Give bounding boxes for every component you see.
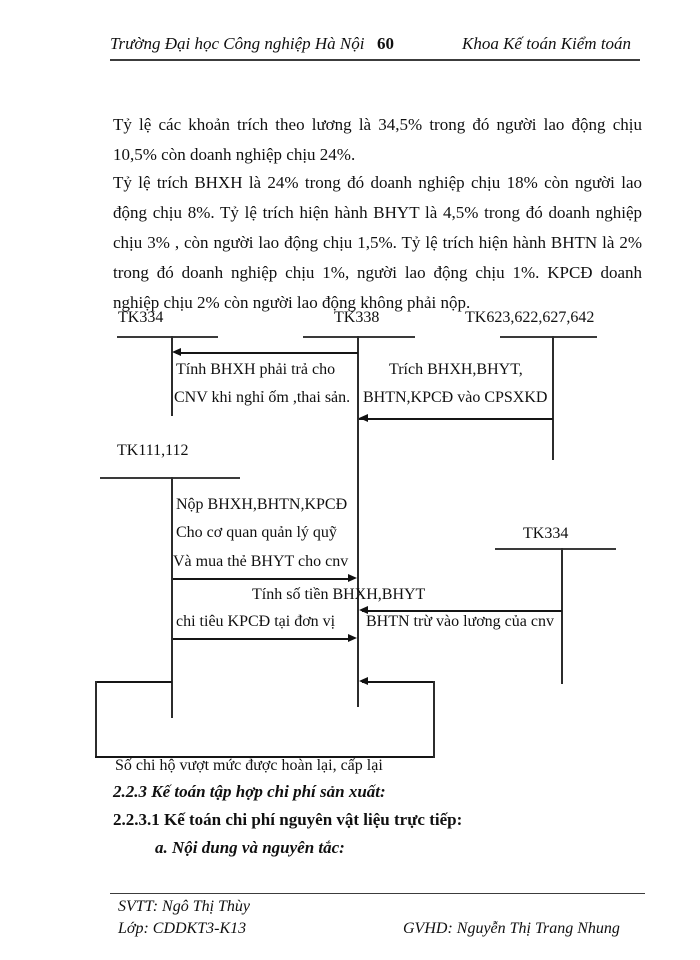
refund-box-top-left-segment <box>95 681 172 683</box>
arrow-tk338-to-tk334-line <box>176 352 358 354</box>
account-label-tk338: TK338 <box>334 309 380 326</box>
taccount-tk623-bar <box>500 336 597 338</box>
arrow-tk111-to-tk338-lower-line <box>173 638 349 640</box>
flow-label-bhtn-tru-luong: BHTN trừ vào lương của cnv <box>366 613 554 630</box>
taccount-tk334-right-bar <box>495 548 616 550</box>
taccount-tk111-bar <box>100 477 240 479</box>
arrow-tk338-to-tk334-head-icon <box>172 348 181 356</box>
flow-label-nop-line1: Nộp BHXH,BHTN,KPCĐ <box>176 496 348 513</box>
account-label-tk111-112: TK111,112 <box>117 442 189 459</box>
heading-a-noi-dung: a. Nội dung và nguyên tắc: <box>155 838 345 857</box>
arrow-tk623-to-tk338-line <box>359 418 553 420</box>
footer-supervisor: GVHD: Nguyễn Thị Trang Nhung <box>403 920 620 937</box>
paragraph-salary-deduction-rates: Tỷ lệ các khoản trích theo lương là 34,5% trong đó người lao động chịu 10,5% còn doanh nghiệp chịu 24%. <box>113 115 642 164</box>
taccount-tk334-top-bar <box>117 336 218 338</box>
taccount-tk338-stem <box>357 336 359 707</box>
account-label-tk334-top: TK334 <box>118 309 164 326</box>
header-page-number: 60 <box>377 34 394 53</box>
arrow-tk334right-to-tk338-line <box>362 610 562 612</box>
flow-label-chi-tieu-kpcd: chi tiêu KPCĐ tại đơn vị <box>176 613 336 630</box>
flow-label-trich-line1: Trích BHXH,BHYT, <box>389 361 523 378</box>
account-label-tk334-right: TK334 <box>523 525 569 542</box>
header-rule <box>110 59 640 61</box>
arrow-tk111-to-tk338-upper-line <box>173 578 349 580</box>
account-label-tk623-622-627-642: TK623,622,627,642 <box>465 309 595 326</box>
heading-2-2-3-1: 2.2.3.1 Kế toán chi phí nguyên vật liệu trực tiếp: <box>113 810 463 829</box>
taccount-tk334-right-stem <box>561 548 563 684</box>
flow-label-nop-line2: Cho cơ quan quản lý quỹ <box>176 524 337 541</box>
taccount-tk623-stem <box>552 336 554 460</box>
footer-student-name: SVTT: Ngô Thị Thùy <box>118 898 251 915</box>
arrow-refund-to-tk338-head-icon <box>359 677 368 685</box>
header-school: Trường Đại học Công nghiệp Hà Nội <box>110 34 365 53</box>
flow-label-bhxh-pay-line1: Tính BHXH phải trả cho <box>176 361 336 378</box>
refund-box-left-edge <box>95 681 97 758</box>
flow-label-tinh-so-tien: Tính số tiền BHXH,BHYT <box>252 586 426 603</box>
flow-label-nop-line3: Và mua thẻ BHYT cho cnv <box>173 553 349 570</box>
arrow-tk623-to-tk338-head-icon <box>359 414 368 422</box>
flow-label-bhxh-pay-line2: CNV khi nghỉ ốm ,thai sản. <box>174 389 351 406</box>
flow-label-trich-line2: BHTN,KPCĐ vào CPSXKD <box>363 389 548 406</box>
paragraph-insurance-rates-detail: Tỷ lệ trích BHXH là 24% trong đó doanh nghiệp chịu 18% còn người lao động chịu 8%. Tỷ lệ trích hiện hành BHYT là 4,5% trong đó doanh nghiệp chịu 3% , còn người lao động chịu 1,5%. Tỷ lệ trích hiện hành BHTN là 2% trong đó doanh nghiệp chịu 1%, người lao động chịu 1%. KPCĐ doanh nghiệp chịu 2% còn người lao động không phải nộp. <box>113 173 642 312</box>
arrow-tk111-to-tk338-lower-head-icon <box>348 634 357 642</box>
header-faculty: Khoa Kế toán Kiểm toán <box>462 34 632 53</box>
footer-rule <box>110 893 645 894</box>
arrow-refund-to-tk338-line <box>362 681 434 683</box>
refund-box-right-edge <box>433 681 435 758</box>
heading-2-2-3: 2.2.3 Kế toán tập hợp chi phí sản xuất: <box>113 782 386 801</box>
taccount-tk338-bar <box>303 336 415 338</box>
flow-label-so-chi-ho: Số chi hộ vượt mức được hoàn lại, cấp lại <box>115 757 383 774</box>
arrow-tk111-to-tk338-upper-head-icon <box>348 574 357 582</box>
footer-class: Lớp: CDDKT3-K13 <box>118 920 247 937</box>
